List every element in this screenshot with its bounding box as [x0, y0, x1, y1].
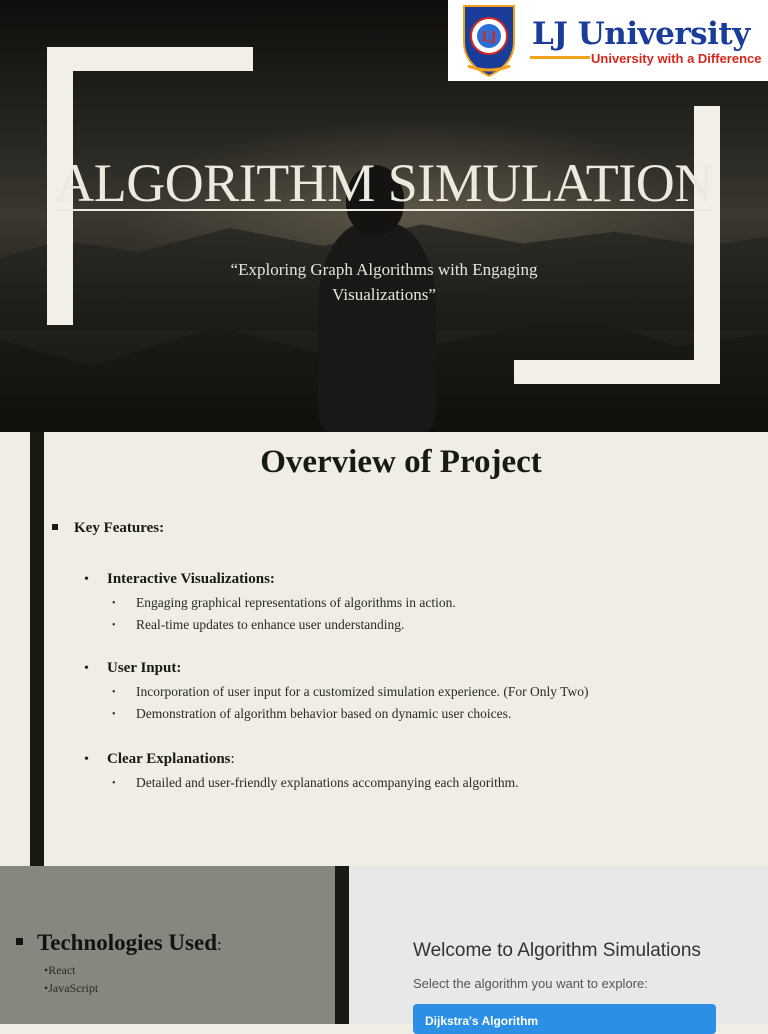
university-crest-icon: [456, 2, 522, 78]
technology-item: •React: [44, 963, 76, 977]
bullet-icon: •: [112, 709, 116, 720]
bullet-icon: •: [112, 778, 116, 789]
logo-tagline: University with a Difference: [591, 51, 762, 66]
square-bullet-icon: [16, 938, 23, 945]
logo-accent-line: [530, 56, 590, 59]
feature-point: • Detailed and user-friendly explanations accompanying each algorithm.: [112, 775, 519, 790]
bullet-icon: •: [112, 598, 116, 609]
feature-heading: • Clear Explanations:: [84, 751, 235, 767]
app-welcome-heading: Welcome to Algorithm Simulations: [413, 940, 701, 961]
technologies-slide: [0, 866, 768, 1028]
slide-accent-bar: [335, 866, 349, 1024]
feature-point: • Engaging graphical representations of algorithms in action.: [112, 595, 456, 610]
bullet-icon: •: [84, 752, 89, 767]
technology-item: •JavaScript: [44, 981, 99, 995]
square-bullet-icon: [52, 524, 58, 530]
feature-point: • Real-time updates to enhance user understanding.: [112, 617, 405, 632]
feature-point: • Demonstration of algorithm behavior based on dynamic user choices.: [112, 706, 512, 721]
logo-title: LJ University: [532, 16, 750, 52]
slide-title: ALGORITHM SIMULATION: [55, 153, 713, 213]
overview-slide: [0, 432, 768, 866]
overview-title: Overview of Project: [260, 444, 542, 480]
slide-subtitle: “Exploring Graph Algorithms with Engaging Visualizations”: [230, 260, 538, 304]
bullet-icon: •: [112, 620, 116, 631]
university-logo: [448, 0, 768, 81]
title-slide: [0, 0, 768, 432]
frame-bracket-bottom-right: [514, 106, 720, 384]
svg-text:LJ: LJ: [481, 30, 497, 45]
dijkstra-algorithm-button[interactable]: Dijkstra's Algorithm: [413, 1004, 716, 1034]
feature-point: • Incorporation of user input for a customized simulation experience. (For Only Two): [112, 684, 589, 699]
feature-heading: • Interactive Visualizations:: [84, 571, 275, 587]
feature-heading: • User Input:: [84, 660, 182, 676]
key-features-heading: Key Features:: [52, 520, 164, 537]
technologies-heading: Technologies Used:: [16, 930, 222, 956]
app-select-prompt: Select the algorithm you want to explore:: [413, 976, 648, 991]
slide-accent-bar: [30, 432, 44, 866]
bullet-icon: •: [84, 572, 89, 587]
bullet-icon: •: [112, 687, 116, 698]
bullet-icon: •: [84, 661, 89, 676]
